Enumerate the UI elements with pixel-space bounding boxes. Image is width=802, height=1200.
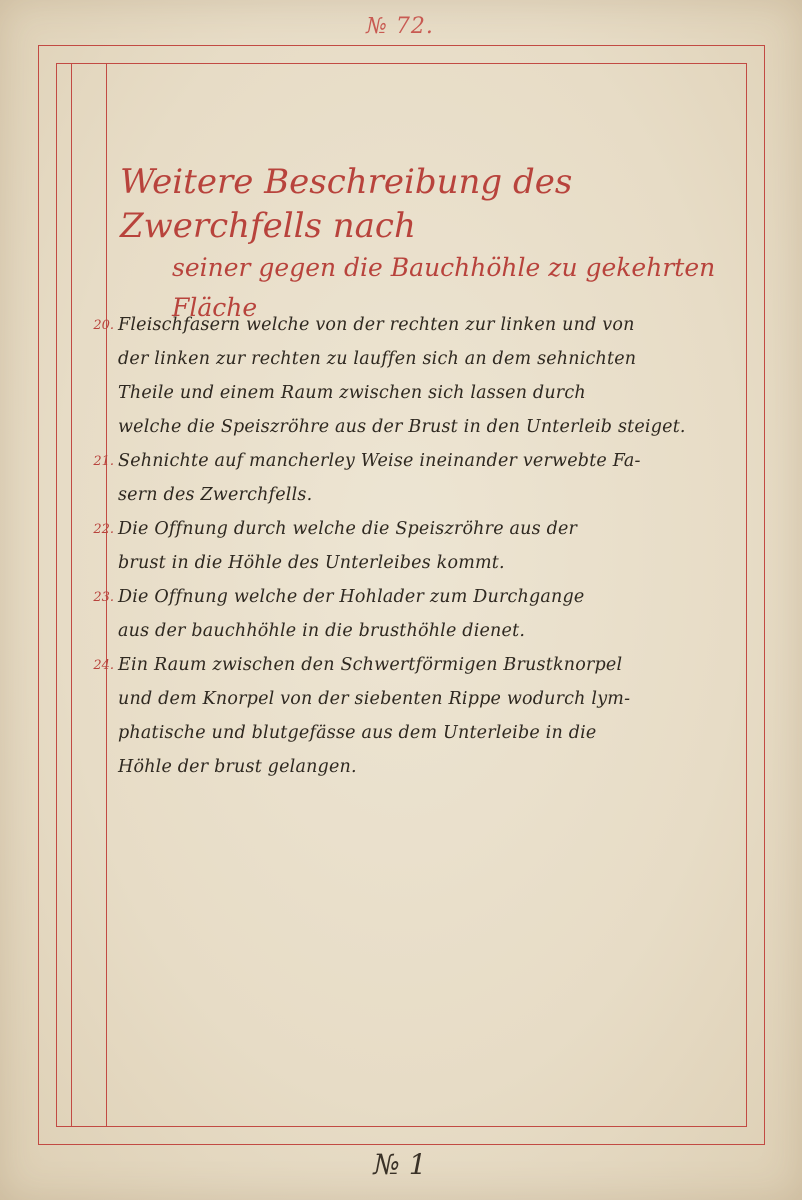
entry-text-line: sern des Zwerchfells. xyxy=(118,485,313,505)
list-item xyxy=(70,512,750,580)
entry-list xyxy=(70,308,750,784)
entry-number: 21. xyxy=(93,454,114,469)
entry-text-line: brust in die Höhle des Unterleibes kommt. xyxy=(118,553,505,573)
entry-text-line: phatische und blutgefässe aus dem Unterleibe in die xyxy=(118,723,597,743)
entry-number: 20. xyxy=(93,318,114,333)
page-number-bottom: № 1 xyxy=(373,1148,427,1181)
entry-number: 22. xyxy=(93,522,114,537)
entry-text-line: Höhle der brust gelangen. xyxy=(118,757,357,777)
list-item xyxy=(70,648,750,784)
list-item xyxy=(70,580,750,648)
entry-text-line: Ein Raum zwischen den Schwertförmigen Brustknorpel xyxy=(118,655,623,675)
entry-text-line: Theile und einem Raum zwischen sich lassen durch xyxy=(118,383,586,403)
title-line-1: Weitere Beschreibung des Zwerchfells nach xyxy=(120,162,573,246)
title-line-2: seiner gegen die Bauchhöhle zu gekehrten Fläche xyxy=(172,253,716,322)
entry-text-line: aus der bauchhöhle in die brusthöhle dienet. xyxy=(118,621,526,641)
entry-number: 24. xyxy=(93,658,114,673)
entry-number: 23. xyxy=(93,590,114,605)
entry-text-line: Fleischfasern welche von der rechten zur linken und von xyxy=(118,315,635,335)
entry-text-line: Sehnichte auf mancherley Weise ineinander verwebte Fa- xyxy=(118,451,641,471)
page-title xyxy=(112,160,742,328)
entry-text-line: und dem Knorpel von der siebenten Rippe wodurch lym- xyxy=(118,689,631,709)
entry-text-line: Die Offnung durch welche die Speiszröhre aus der xyxy=(118,519,578,539)
list-item xyxy=(70,444,750,512)
entry-text-line: Die Offnung welche der Hohlader zum Durchgange xyxy=(118,587,585,607)
page-number-top: № 72. xyxy=(366,14,434,39)
entry-text-line: welche die Speiszröhre aus der Brust in den Unterleib steiget. xyxy=(118,417,686,437)
entry-text-line: der linken zur rechten zu lauffen sich an dem sehnichten xyxy=(118,349,637,369)
list-item xyxy=(70,308,750,444)
